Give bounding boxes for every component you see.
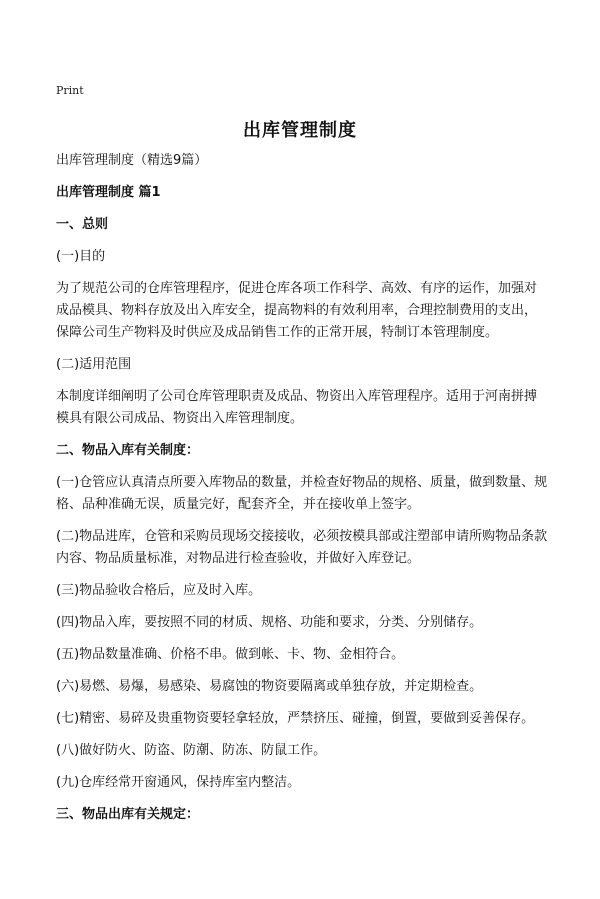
inbound-rule-3: (三)物品验收合格后，应及时入库。 — [56, 583, 262, 598]
inbound-rule-2: (二)物品进库，仓管和采购员现场交接接收，必须按模具部或注塑部申请所购物品条款内容、物品质量标准，对物品进行检查验收，并做好入库登记。 — [56, 529, 548, 566]
inbound-rule-1: (一)仓管应认真清点所要入库物品的数量，并检查好物品的规格、质量，做到数量、规格、品种准确无误，质量完好，配套齐全，并在接收单上签字。 — [56, 475, 548, 512]
inbound-rule-7: (七)精密、易碎及贵重物资要轻拿轻放，严禁挤压、碰撞，倒置，要做到妥善保存。 — [56, 711, 535, 726]
inbound-rule-8: (八)做好防火、防盗、防潮、防冻、防鼠工作。 — [56, 743, 327, 758]
subsection-label-scope: (二)适用范围 — [56, 357, 132, 372]
inbound-rule-4: (四)物品入库，要按照不同的材质、规格、功能和要求，分类、分别储存。 — [56, 615, 483, 630]
paragraph-purpose: 为了规范公司的仓库管理程序，促进仓库各项工作科学、高效、有序的运作，加强对成品模具、物料存放及出入库安全，提高物料的有效利用率，合理控制费用的支出，保障公司生产物料及时供应及成品销售工作的正常开展，特制订本管理制度。 — [56, 281, 538, 340]
section-heading-general: 一、总则 — [56, 217, 109, 232]
paragraph-scope: 本制度详细阐明了公司仓库管理职责及成品、物资出入库管理程序。适用于河南拼搏模具有限公司成品、物资出入库管理制度。 — [56, 389, 538, 426]
inbound-rule-5: (五)物品数量准确、价格不串。做到帐、卡、物、金相符合。 — [56, 647, 405, 662]
document-title: 出库管理制度 — [243, 120, 357, 141]
section-heading-outbound: 三、物品出库有关规定： — [56, 807, 200, 822]
print-label: Print — [56, 84, 84, 97]
subsection-label-purpose: (一)目的 — [56, 249, 106, 264]
inbound-rule-9: (九)仓库经常开窗通风，保持库室内整洁。 — [56, 775, 301, 790]
document-body — [56, 150, 548, 836]
inbound-rule-6: (六)易燃、易爆，易感染、易腐蚀的物资要隔离或单独存放，并定期检查。 — [56, 679, 483, 694]
document-subtitle: 出库管理制度（精选9篇） — [56, 153, 208, 168]
article-heading: 出库管理制度 篇1 — [56, 185, 161, 200]
section-heading-inbound: 二、物品入库有关制度： — [56, 443, 200, 458]
